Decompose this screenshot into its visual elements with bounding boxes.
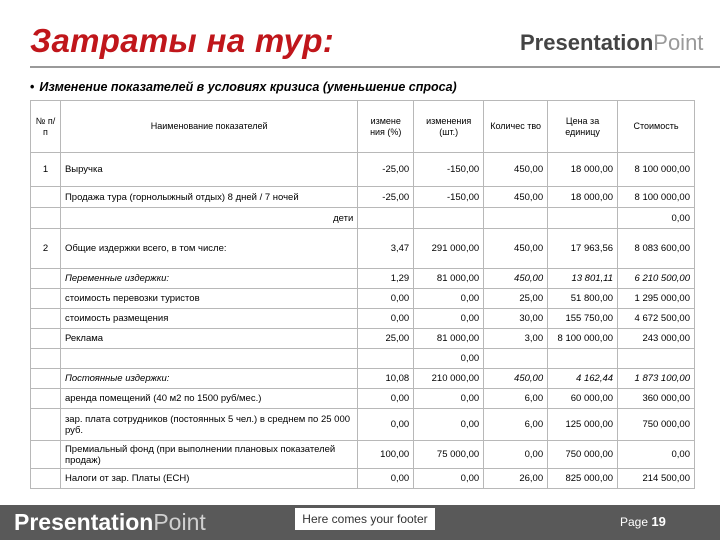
table-cell: 17 963,56 [548, 229, 618, 269]
table-row [31, 329, 695, 349]
header-cell: Стоимость [618, 101, 695, 153]
table-cell: дети [60, 208, 357, 229]
table-cell: 825 000,00 [548, 469, 618, 489]
footer-text: Here comes your footer [295, 508, 435, 530]
table-cell: 450,00 [484, 187, 548, 208]
table-cell [31, 369, 61, 389]
table-row [31, 208, 695, 229]
table-cell: 75 000,00 [414, 441, 484, 469]
table-cell: Общие издержки всего, в том числе: [60, 229, 357, 269]
table-row [31, 153, 695, 187]
table-cell: 0,00 [414, 389, 484, 409]
table-cell [31, 269, 61, 289]
table-cell: 0,00 [618, 441, 695, 469]
table-cell: 6,00 [484, 409, 548, 441]
table-cell [31, 208, 61, 229]
table-row [31, 289, 695, 309]
bullet-icon: • [30, 80, 35, 94]
table-cell: 155 750,00 [548, 309, 618, 329]
table-cell [31, 349, 61, 369]
table-cell: Реклама [60, 329, 357, 349]
table-cell: 125 000,00 [548, 409, 618, 441]
table-row [31, 349, 695, 369]
table-cell: 1 [31, 153, 61, 187]
table-cell: Премиальный фонд (при выполнении плановых показателей продаж) [60, 441, 357, 469]
table-cell: Выручка [60, 153, 357, 187]
table-cell: 81 000,00 [414, 329, 484, 349]
table-cell: Продажа тура (горнолыжный отдых) 8 дней / 7 ночей [60, 187, 357, 208]
table-cell: 26,00 [484, 469, 548, 489]
table-cell: 0,00 [358, 389, 414, 409]
table-cell: 25,00 [484, 289, 548, 309]
footer-brand-bold: Presentation [14, 509, 154, 535]
brand-logo [520, 30, 703, 56]
table-cell: 18 000,00 [548, 153, 618, 187]
table-cell: 214 500,00 [618, 469, 695, 489]
table-cell: 0,00 [618, 208, 695, 229]
page-label: Page [620, 515, 649, 529]
table-cell: 0,00 [414, 409, 484, 441]
table-row [31, 441, 695, 469]
page-number [620, 514, 666, 529]
table-cell: 81 000,00 [414, 269, 484, 289]
table-cell [60, 349, 357, 369]
table-cell: 450,00 [484, 369, 548, 389]
table-cell: 4 162,44 [548, 369, 618, 389]
cost-table [30, 100, 695, 489]
table-cell [31, 289, 61, 309]
subtitle-text: Изменение показателей в условиях кризиса (уменьшение спроса) [39, 80, 457, 94]
slide-subtitle [30, 80, 457, 94]
table-cell: 13 801,11 [548, 269, 618, 289]
table-cell: 0,00 [484, 441, 548, 469]
table-cell: 60 000,00 [548, 389, 618, 409]
table-cell: -25,00 [358, 153, 414, 187]
table-cell: 243 000,00 [618, 329, 695, 349]
table-row [31, 369, 695, 389]
table-cell: 30,00 [484, 309, 548, 329]
table-cell: -150,00 [414, 187, 484, 208]
table-cell: стоимость размещения [60, 309, 357, 329]
table-cell: 750 000,00 [548, 441, 618, 469]
table-cell: 291 000,00 [414, 229, 484, 269]
footer-brand-light: Point [153, 509, 206, 535]
table-cell: аренда помещений (40 м2 по 1500 руб/мес.) [60, 389, 357, 409]
table-row [31, 229, 695, 269]
header-cell: Наименование показателей [60, 101, 357, 153]
table-cell: 0,00 [414, 309, 484, 329]
table-cell [548, 208, 618, 229]
table-cell: 0,00 [358, 409, 414, 441]
table-cell [31, 329, 61, 349]
table-row [31, 187, 695, 208]
table-cell: 8 100 000,00 [618, 187, 695, 208]
table-cell: Переменные издержки: [60, 269, 357, 289]
brand-logo-bold: Presentation [520, 30, 654, 55]
table-cell: 0,00 [358, 309, 414, 329]
table-cell: 2 [31, 229, 61, 269]
header-cell: Количес тво [484, 101, 548, 153]
table-cell: 100,00 [358, 441, 414, 469]
table-cell: 360 000,00 [618, 389, 695, 409]
table-cell [484, 349, 548, 369]
table-cell [358, 349, 414, 369]
table-cell: -25,00 [358, 187, 414, 208]
table-cell: 750 000,00 [618, 409, 695, 441]
table-cell [31, 409, 61, 441]
table-cell: 8 083 600,00 [618, 229, 695, 269]
title-divider [30, 66, 720, 68]
table-cell [31, 469, 61, 489]
table-cell: 3,00 [484, 329, 548, 349]
table-cell: -150,00 [414, 153, 484, 187]
table-cell: 8 100 000,00 [618, 153, 695, 187]
table-cell [618, 349, 695, 369]
table-cell: 210 000,00 [414, 369, 484, 389]
table-cell: 1 873 100,00 [618, 369, 695, 389]
slide-title: Затраты на тур: [30, 22, 335, 59]
table-row [31, 469, 695, 489]
table-cell [31, 441, 61, 469]
table-cell: 0,00 [414, 289, 484, 309]
table-cell: 10,08 [358, 369, 414, 389]
table-cell: Постоянные издержки: [60, 369, 357, 389]
table-cell: 6,00 [484, 389, 548, 409]
table-cell [484, 208, 548, 229]
table-cell: 450,00 [484, 229, 548, 269]
table-cell: 450,00 [484, 153, 548, 187]
brand-logo-light: Point [653, 30, 704, 55]
table-cell: 51 800,00 [548, 289, 618, 309]
table-row [31, 389, 695, 409]
table-cell: зар. плата сотрудников (постоянных 5 чел.) в среднем по 25 000 руб. [60, 409, 357, 441]
table-cell: 6 210 500,00 [618, 269, 695, 289]
header-cell: изменения (шт.) [414, 101, 484, 153]
table-cell: 0,00 [414, 469, 484, 489]
header-cell: Цена за единицу [548, 101, 618, 153]
table-cell: 0,00 [358, 469, 414, 489]
table-cell: 18 000,00 [548, 187, 618, 208]
table-cell [31, 187, 61, 208]
table-cell [31, 389, 61, 409]
table-cell: 1,29 [358, 269, 414, 289]
table-cell: 0,00 [358, 289, 414, 309]
table-row [31, 309, 695, 329]
table-cell: стоимость перевозки туристов [60, 289, 357, 309]
table-cell [31, 309, 61, 329]
table-cell: 450,00 [484, 269, 548, 289]
table-header-row [31, 101, 695, 153]
table-cell: 8 100 000,00 [548, 329, 618, 349]
table-cell: 1 295 000,00 [618, 289, 695, 309]
table-cell: 4 672 500,00 [618, 309, 695, 329]
table-cell: 25,00 [358, 329, 414, 349]
table-cell [548, 349, 618, 369]
table-cell [358, 208, 414, 229]
table-row [31, 269, 695, 289]
table-cell: 0,00 [414, 349, 484, 369]
footer-brand-logo [14, 509, 206, 536]
table-row [31, 409, 695, 441]
header-cell: измене ния (%) [358, 101, 414, 153]
table-cell: 3,47 [358, 229, 414, 269]
table-cell: Налоги от зар. Платы (ЕСН) [60, 469, 357, 489]
page-number-value: 19 [651, 514, 666, 529]
header-cell: № п/п [31, 101, 61, 153]
table-cell [414, 208, 484, 229]
